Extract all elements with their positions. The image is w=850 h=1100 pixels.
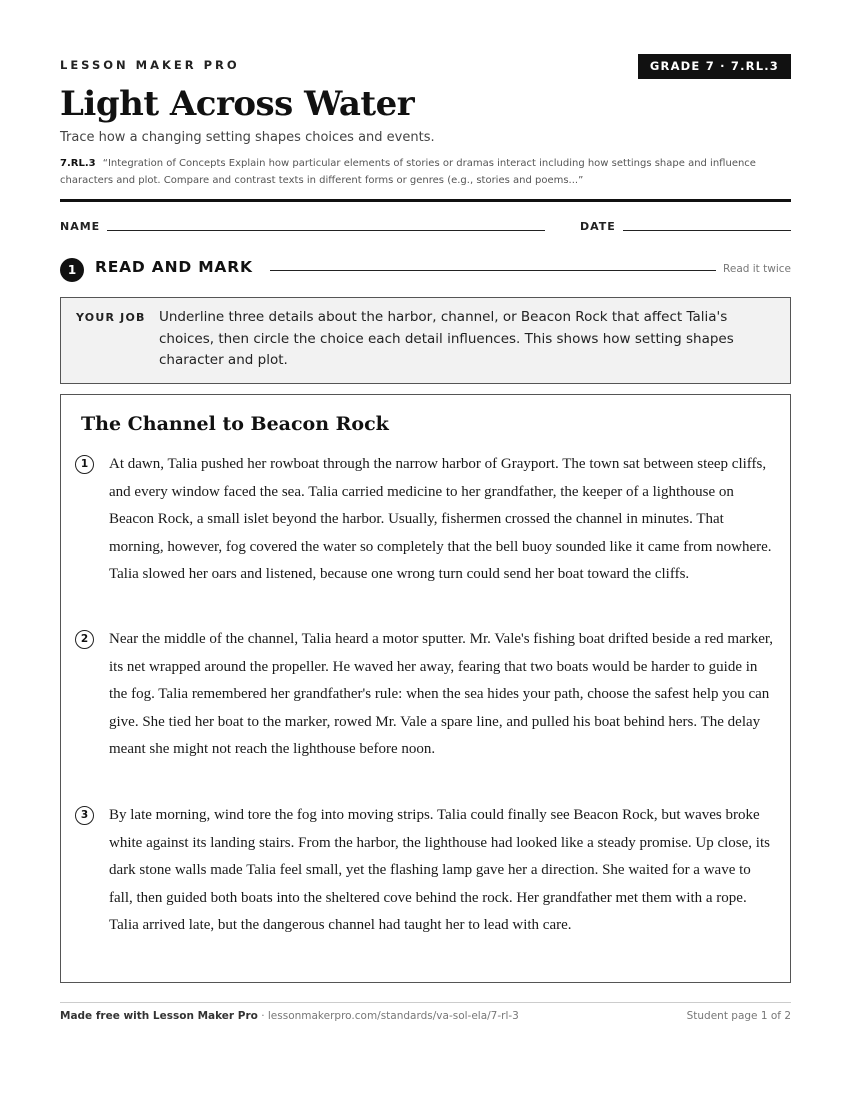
name-label: NAME	[60, 220, 101, 233]
footer-separator: ·	[257, 1010, 268, 1022]
standard-description	[60, 155, 791, 189]
paragraph-number: 2	[75, 630, 94, 649]
page-subtitle: Trace how a changing setting shapes choices and events.	[60, 130, 435, 145]
header-divider	[60, 199, 791, 202]
paragraph-text: By late morning, wind tore the fog into moving strips. Talia could finally see Beacon Rock, but waves broke white against its landing stairs. From the harbor, the lighthouse had looked like a steady promise. Up close, its dark stone walls made Talia feel small, yet the flashing lamp gave her a direction. She waited for a wave to fall, then guided both boats into the sheltered cove behind the rock. Her grandfather met them with a rope. Talia arrived late, but the dangerous channel had taught her to lead with care.	[109, 807, 770, 934]
footer-divider	[60, 1002, 791, 1003]
brand-name: LESSON MAKER PRO	[60, 58, 240, 72]
your-job-text: Underline three details about the harbor, channel, or Beacon Rock that affect Talia's choices, then circle the choice each detail influences. This shows how setting shapes character and plot.	[159, 309, 734, 368]
paragraph-text: At dawn, Talia pushed her rowboat through the narrow harbor of Grayport. The town sat between steep cliffs, and every window faced the sea. Talia carried medicine to her grandfather, the keeper of a lighthouse on Beacon Rock, a small islet beyond the harbor. Usually, fishermen crossed the channel in minutes. That morning, however, fog covered the water so completely that the bell buoy sounded like it came from nowhere. Talia slowed her oars and listened, because one wrong turn could send her boat toward the cliffs.	[109, 456, 772, 583]
footer-brand: Made free with Lesson Maker Pro	[60, 1010, 258, 1022]
standard-code: 7.RL.3	[60, 158, 96, 169]
section-number-badge: 1	[60, 258, 84, 282]
standard-text: “Integration of Concepts Explain how particular elements of stories or dramas interact including how settings shape and influence characters and plot. Compare and contrast texts in different forms or genres (e.g., stories and poems...”	[60, 158, 756, 186]
reading-passage	[60, 394, 791, 983]
your-job-label: YOUR JOB	[76, 311, 146, 324]
date-label: DATE	[580, 220, 616, 233]
passage-title: The Channel to Beacon Rock	[81, 413, 389, 435]
section-title: READ AND MARK	[95, 258, 253, 276]
section-divider	[270, 270, 716, 271]
paragraph-number: 1	[75, 455, 94, 474]
paragraph-number: 3	[75, 806, 94, 825]
footer-credit	[60, 1010, 519, 1022]
footer-url[interactable]: lessonmakerpro.com/standards/va-sol-ela/7-rl-3	[267, 1010, 519, 1022]
name-write-line[interactable]	[107, 230, 545, 231]
page-number: Student page 1 of 2	[686, 1010, 791, 1022]
section-note: Read it twice	[723, 263, 791, 275]
page-title: Light Across Water	[60, 84, 415, 124]
your-job-box	[60, 297, 791, 384]
grade-badge: GRADE 7 · 7.RL.3	[638, 54, 791, 79]
paragraph-text: Near the middle of the channel, Talia heard a motor sputter. Mr. Vale's fishing boat drifted beside a red marker, its net wrapped around the propeller. He waved her away, fearing that two boats would be harder to guide in the fog. Talia remembered her grandfather's rule: when the sea hides your path, choose the safest help you can give. She tied her boat to the marker, rowed Mr. Vale a spare line, and pulled his boat behind hers. The delay meant she might not reach the lighthouse before noon.	[109, 631, 774, 758]
date-write-line[interactable]	[623, 230, 791, 231]
